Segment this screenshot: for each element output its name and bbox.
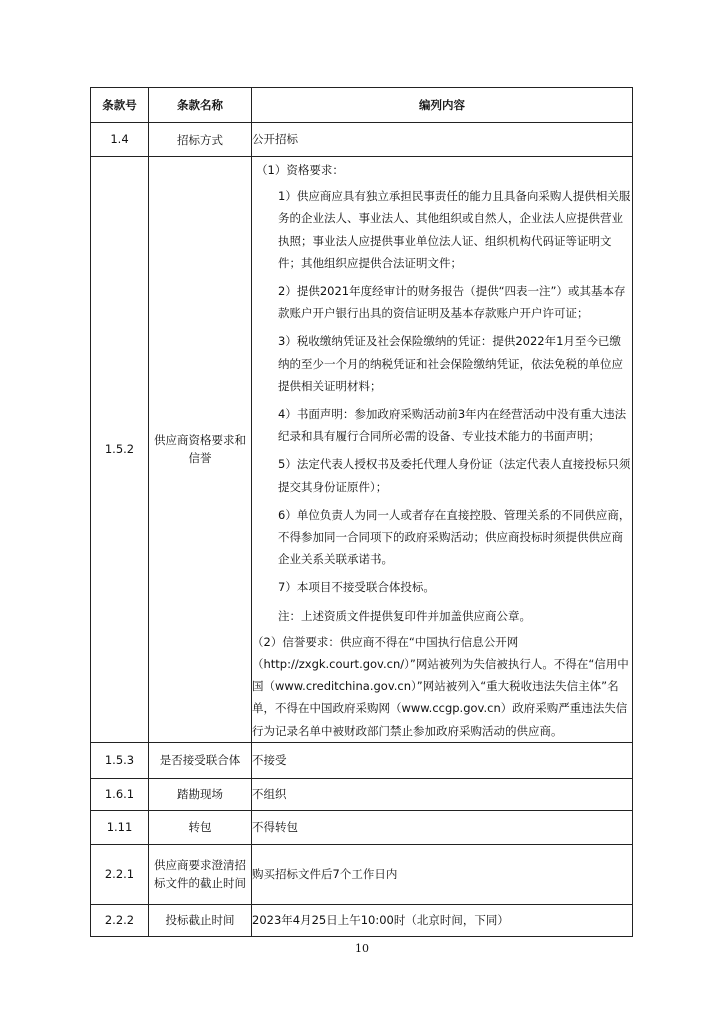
clause-name: 供应商资格要求和信誉	[149, 157, 252, 743]
clause-number: 1.5.2	[91, 157, 149, 743]
clause-content: 公开招标	[252, 123, 633, 157]
qualification-item: 3）税收缴纳凭证及社会保险缴纳的凭证：提供2022年1月至今已缴纳的至少一个月的纳税凭证和社会保险缴纳凭证，依法免税的单位应提供相关证明材料；	[278, 334, 623, 393]
clause-name: 是否接受联合体	[149, 742, 252, 778]
table-row	[91, 157, 633, 743]
clause-content: 2023年4月25日上午10:00时（北京时间，下同）	[252, 904, 633, 936]
clause-number: 2.2.2	[91, 904, 149, 936]
clause-content: 不组织	[252, 778, 633, 810]
clause-content: 不接受	[252, 742, 633, 778]
clause-number: 1.5.3	[91, 742, 149, 778]
page-number: 10	[355, 942, 369, 955]
qualification-item: 1）供应商应具有独立承担民事责任的能力且具备向采购人提供相关服务的企业法人、事业法人、其他组织或自然人，企业法人应提供营业执照；事业法人应提供事业单位法人证、组织机构代码证等证明文件；其他组织应提供合法证明文件；	[278, 189, 631, 270]
credit-requirement: （2）信誉要求：供应商不得在“中国执行信息公开网（http://zxgk.court.gov.cn/）”网站被列为失信被执行人。不得在“信用中国（www.creditchina.gov.cn）”网站被列入“重大税收违法失信主体”名单，不得在中国政府采购网（www.ccgp.gov.cn）政府采购严重违法失信行为记录名单中被财政部门禁止参加政府采购活动的供应商。	[252, 634, 629, 738]
table-row	[91, 810, 633, 844]
clause-name: 招标方式	[149, 123, 252, 157]
clause-name: 投标截止时间	[149, 904, 252, 936]
qualification-item: 6）单位负责人为同一人或者存在直接控股、管理关系的不同供应商，不得参加同一合同项下的政府采购活动；供应商投标时须提供供应商企业关系关联承诺书。	[278, 507, 631, 567]
clause-content	[252, 157, 633, 743]
qualification-note: 注：上述资质文件提供复印件并加盖供应商公章。	[278, 608, 531, 623]
clause-content: 不得转包	[252, 810, 633, 844]
table-row	[91, 904, 633, 936]
header-clause-name: 条款名称	[149, 88, 252, 123]
header-clause-number: 条款号	[91, 88, 149, 123]
clause-table	[90, 87, 633, 937]
clause-number: 1.6.1	[91, 778, 149, 810]
qualification-item: 4）书面声明：参加政府采购活动前3年内在经营活动中没有重大违法纪录和具有履行合同所必需的设备、专业技术能力的书面声明；	[278, 407, 627, 444]
clause-number: 1.4	[91, 123, 149, 157]
table-header-row	[91, 88, 633, 123]
clause-number: 1.11	[91, 810, 149, 844]
table-row	[91, 844, 633, 904]
qualification-item: 5）法定代表人授权书及委托代理人身份证（法定代表人直接投标只须提交其身份证原件）；	[278, 457, 631, 494]
table-row	[91, 123, 633, 157]
header-content: 编列内容	[252, 88, 633, 123]
clause-number: 2.2.1	[91, 844, 149, 904]
clause-content: 购买招标文件后7个工作日内	[252, 844, 633, 904]
table-row	[91, 778, 633, 810]
clause-name: 踏勘现场	[149, 778, 252, 810]
clause-name: 转包	[149, 810, 252, 844]
qualification-heading: （1）资格要求：	[256, 163, 344, 177]
table-row	[91, 742, 633, 778]
clause-name: 供应商要求澄清招标文件的截止时间	[149, 844, 252, 904]
qualification-item: 2）提供2021年度经审计的财务报告（提供“四表一注”）或其基本存款账户开户银行出具的资信证明及基本存款账户开户许可证；	[278, 284, 626, 321]
qualification-item: 7）本项目不接受联合体投标。	[278, 580, 435, 595]
